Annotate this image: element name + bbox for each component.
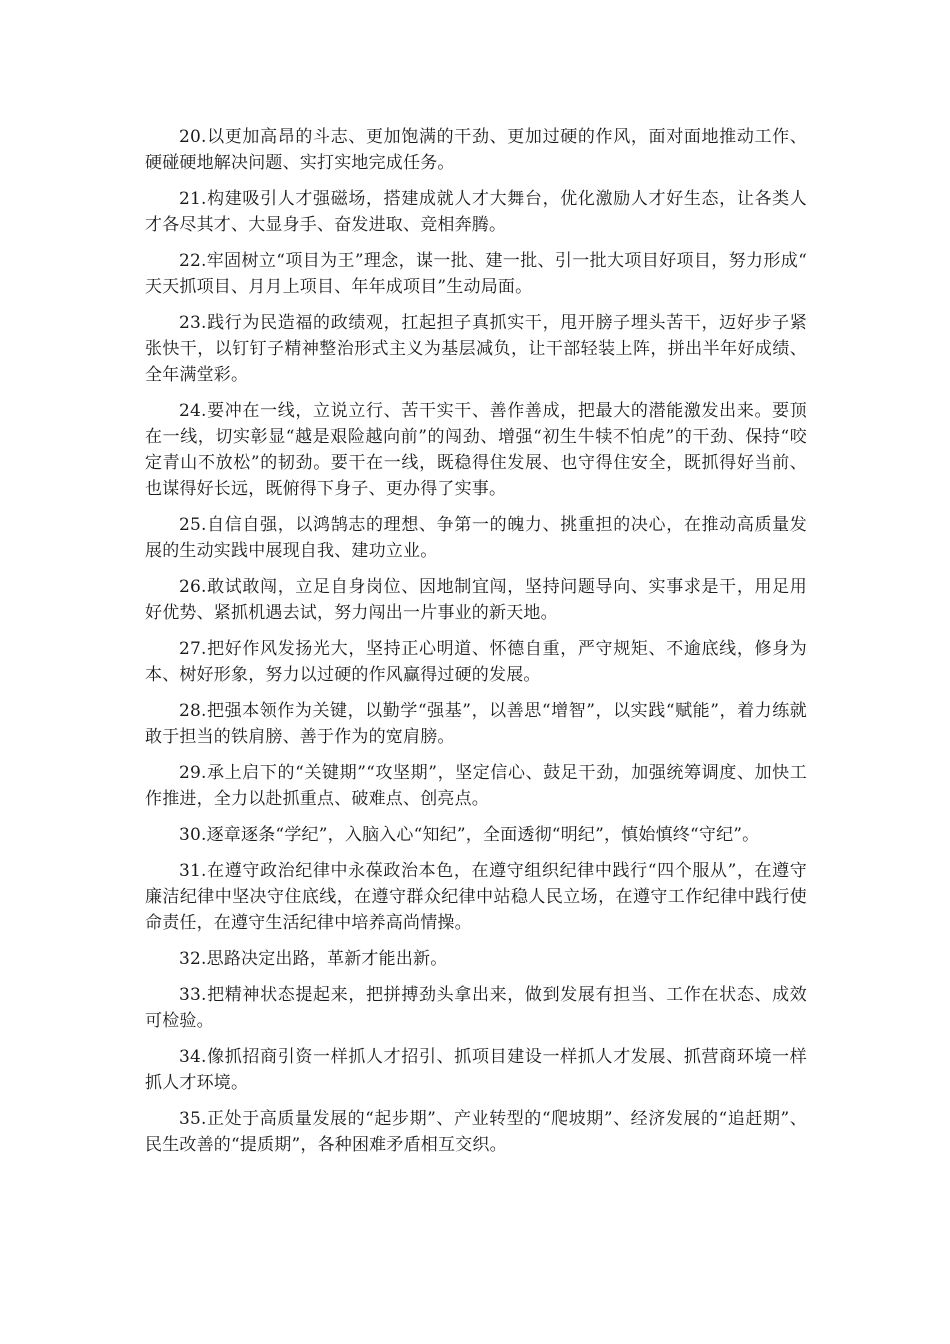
paragraph-34: 34.像抓招商引资一样抓人才招引、抓项目建设一样抓人才发展、抓营商环境一样抓人才环境。 (145, 1047, 807, 1093)
document-body (145, 124, 807, 1168)
paragraph-22: 22.牢固树立“项目为王”理念，谋一批、建一批、引一批大项目好项目，努力形成“天天抓项目、月月上项目、年年成项目”生动局面。 (145, 251, 807, 297)
paragraph-25: 25.自信自强，以鸿鹄志的理想、争第一的魄力、挑重担的决心，在推动高质量发展的生动实践中展现自我、建功立业。 (145, 515, 807, 561)
paragraph-35: 35.正处于高质量发展的“起步期”、产业转型的“爬坡期”、经济发展的“追赶期”、民生改善的“提质期”，各种困难矛盾相互交织。 (145, 1109, 807, 1155)
paragraph-28: 28.把强本领作为关键，以勤学“强基”，以善思“增智”，以实践“赋能”，着力练就敢于担当的铁肩膀、善于作为的宽肩膀。 (145, 701, 807, 747)
paragraph-33: 33.把精神状态提起来，把拼搏劲头拿出来，做到发展有担当、工作在状态、成效可检验。 (145, 985, 807, 1031)
paragraph-27: 27.把好作风发扬光大，坚持正心明道、怀德自重，严守规矩、不逾底线，修身为本、树好形象，努力以过硬的作风赢得过硬的发展。 (145, 639, 807, 685)
paragraph-24: 24.要冲在一线，立说立行、苦干实干、善作善成，把最大的潜能激发出来。要顶在一线，切实彰显“越是艰险越向前”的闯劲、增强“初生牛犊不怕虎”的干劲、保持“咬定青山不放松”的韧劲。要干在一线，既稳得住发展、也守得住安全，既抓得好当前、也谋得好长远，既俯得下身子、更办得了实事。 (145, 401, 807, 499)
paragraph-31: 31.在遵守政治纪律中永葆政治本色，在遵守组织纪律中践行“四个服从”，在遵守廉洁纪律中坚决守住底线，在遵守群众纪律中站稳人民立场，在遵守工作纪律中践行使命责任，在遵守生活纪律中培养高尚情操。 (145, 861, 807, 933)
paragraph-29: 29.承上启下的“关键期”“攻坚期”，坚定信心、鼓足干劲，加强统筹调度、加快工作推进，全力以赴抓重点、破难点、创亮点。 (145, 763, 807, 809)
paragraph-21: 21.构建吸引人才强磁场，搭建成就人才大舞台，优化激励人才好生态，让各类人才各尽其才、大显身手、奋发进取、竞相奔腾。 (145, 189, 807, 235)
paragraph-20: 20.以更加高昂的斗志、更加饱满的干劲、更加过硬的作风，面对面地推动工作、硬碰硬地解决问题、实打实地完成任务。 (145, 127, 807, 173)
paragraph-30: 30.逐章逐条“学纪”，入脑入心“知纪”，全面透彻“明纪”，慎始慎终“守纪”。 (179, 825, 760, 845)
paragraph-26: 26.敢试敢闯，立足自身岗位、因地制宜闯，坚持问题导向、实事求是干，用足用好优势、紧抓机遇去试，努力闯出一片事业的新天地。 (145, 577, 807, 623)
paragraph-23: 23.践行为民造福的政绩观，扛起担子真抓实干，甩开膀子埋头苦干，迈好步子紧张快干，以钉钉子精神整治形式主义为基层减负，让干部轻装上阵，拼出半年好成绩、全年满堂彩。 (145, 313, 807, 385)
paragraph-32: 32.思路决定出路，革新才能出新。 (179, 949, 448, 969)
